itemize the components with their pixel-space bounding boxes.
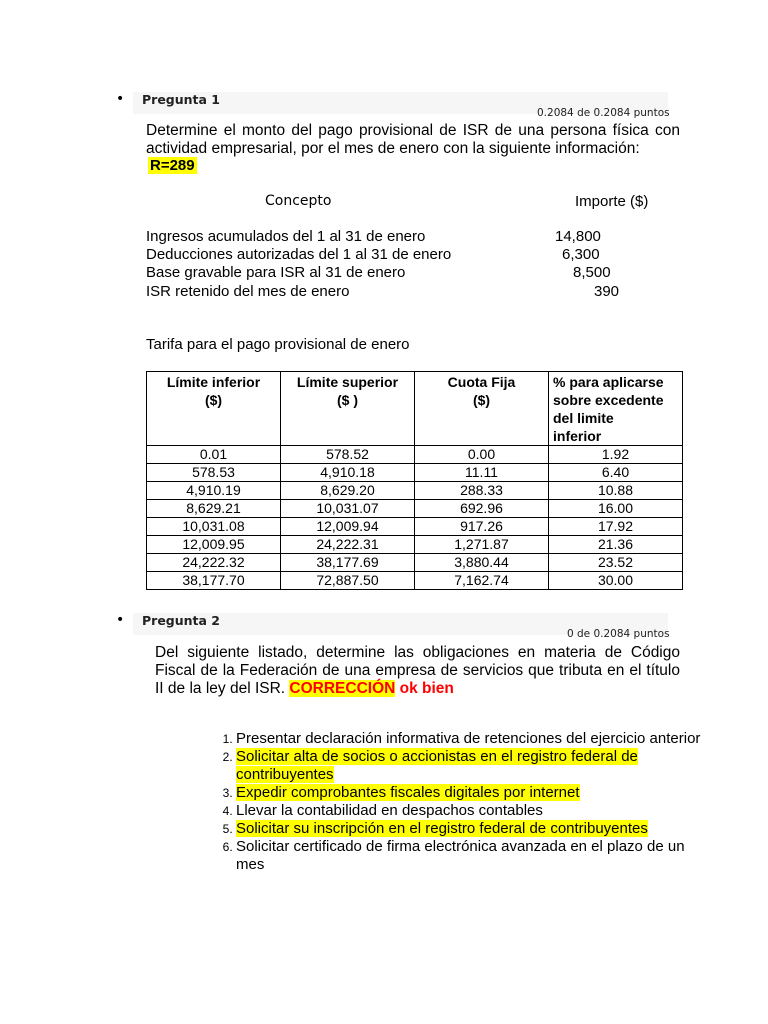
- table-cell: 1.92: [549, 446, 683, 464]
- tarifa-title: Tarifa para el pago provisional de enero: [146, 336, 410, 353]
- table-cell: 23.52: [549, 554, 683, 572]
- concept-label: Deducciones autorizadas del 1 al 31 de enero: [146, 246, 452, 263]
- table-cell: 72,887.50: [281, 572, 415, 590]
- table-row: [147, 500, 683, 518]
- amount-header: Importe ($): [575, 193, 649, 210]
- table-cell: 11.11: [415, 464, 549, 482]
- concept-header: Concepto: [265, 193, 332, 209]
- column-header: Cuota Fija ($): [415, 372, 549, 446]
- concept-amount: 6,300: [562, 246, 600, 263]
- table-cell: 24,222.32: [147, 554, 281, 572]
- table-cell: 30.00: [549, 572, 683, 590]
- concept-amount: 390: [594, 283, 620, 300]
- list-item: 2. Solicitar alta de socios o accionistas en el registro federal de contribuyentes: [236, 748, 706, 784]
- table-cell: 10,031.07: [281, 500, 415, 518]
- table-cell: 16.00: [549, 500, 683, 518]
- list-item: 1. Presentar declaración informativa de retenciones del ejercicio anterior: [236, 730, 706, 748]
- table-row: [147, 572, 683, 590]
- question-1-title: Pregunta 1: [142, 92, 221, 107]
- question-1-points: 0.2084 de 0.2084 puntos: [537, 107, 670, 119]
- question-1-answer: R=289: [150, 157, 195, 174]
- table-cell: 4,910.19: [147, 482, 281, 500]
- table-cell: 1,271.87: [415, 536, 549, 554]
- table-cell: 17.92: [549, 518, 683, 536]
- table-cell: 3,880.44: [415, 554, 549, 572]
- concept-label: ISR retenido del mes de enero: [146, 283, 350, 300]
- question-1-prompt: Determine el monto del pago provisional de ISR de una persona física con actividad empresarial, por el mes de enero con la siguiente información:: [146, 122, 680, 157]
- concept-label: Base gravable para ISR al 31 de enero: [146, 264, 406, 281]
- table-cell: 12,009.95: [147, 536, 281, 554]
- table-cell: 38,177.70: [147, 572, 281, 590]
- table-row: [147, 554, 683, 572]
- column-header: Límite inferior ($): [147, 372, 281, 446]
- correction-label: CORRECCIÓN: [289, 680, 396, 697]
- list-item: 3. Expedir comprobantes fiscales digitales por internet: [236, 784, 706, 802]
- table-cell: 0.00: [415, 446, 549, 464]
- table-cell: 917.26: [415, 518, 549, 536]
- table-cell: 38,177.69: [281, 554, 415, 572]
- list-item: 5. Solicitar su inscripción en el registro federal de contribuyentes: [236, 820, 706, 838]
- table-cell: 7,162.74: [415, 572, 549, 590]
- table-cell: 0.01: [147, 446, 281, 464]
- concept-amount: 8,500: [573, 264, 611, 281]
- table-row: [147, 518, 683, 536]
- list-item: 6. Solicitar certificado de firma electrónica avanzada en el plazo de un mes: [236, 838, 706, 874]
- table-cell: 288.33: [415, 482, 549, 500]
- table-cell: 692.96: [415, 500, 549, 518]
- table-cell: 10.88: [549, 482, 683, 500]
- concept-amount: 14,800: [555, 228, 601, 245]
- table-cell: 578.53: [147, 464, 281, 482]
- table-cell: 10,031.08: [147, 518, 281, 536]
- table-cell: 12,009.94: [281, 518, 415, 536]
- list-item: 4. Llevar la contabilidad en despachos contables: [236, 802, 706, 820]
- table-row: [147, 482, 683, 500]
- table-cell: 24,222.31: [281, 536, 415, 554]
- bullet-icon: •: [116, 612, 125, 628]
- table-cell: 4,910.18: [281, 464, 415, 482]
- question-2-prompt: [155, 644, 680, 698]
- table-row: [147, 464, 683, 482]
- question-2-title: Pregunta 2: [142, 613, 221, 628]
- table-row: [147, 446, 683, 464]
- table-cell: 6.40: [549, 464, 683, 482]
- table-header-row: [147, 372, 683, 446]
- question-2-prompt-text: Del siguiente listado, determine las obligaciones en materia de Código Fiscal de la Federación de una empresa de servicios que tributa en el título II de la ley del ISR.: [155, 644, 680, 697]
- question-2-points: 0 de 0.2084 puntos: [567, 628, 670, 640]
- correction-note: ok bien: [399, 680, 454, 697]
- table-cell: 8,629.21: [147, 500, 281, 518]
- table-cell: 8,629.20: [281, 482, 415, 500]
- concept-label: Ingresos acumulados del 1 al 31 de enero: [146, 228, 426, 245]
- table-cell: 21.36: [549, 536, 683, 554]
- table-row: [147, 536, 683, 554]
- table-cell: 578.52: [281, 446, 415, 464]
- column-header: % para aplicarse sobre excedente del limite inferior: [549, 372, 683, 446]
- obligations-list: [205, 730, 706, 874]
- column-header: Límite superior ($ ): [281, 372, 415, 446]
- tarifa-table: [146, 371, 683, 590]
- bullet-icon: •: [116, 91, 125, 107]
